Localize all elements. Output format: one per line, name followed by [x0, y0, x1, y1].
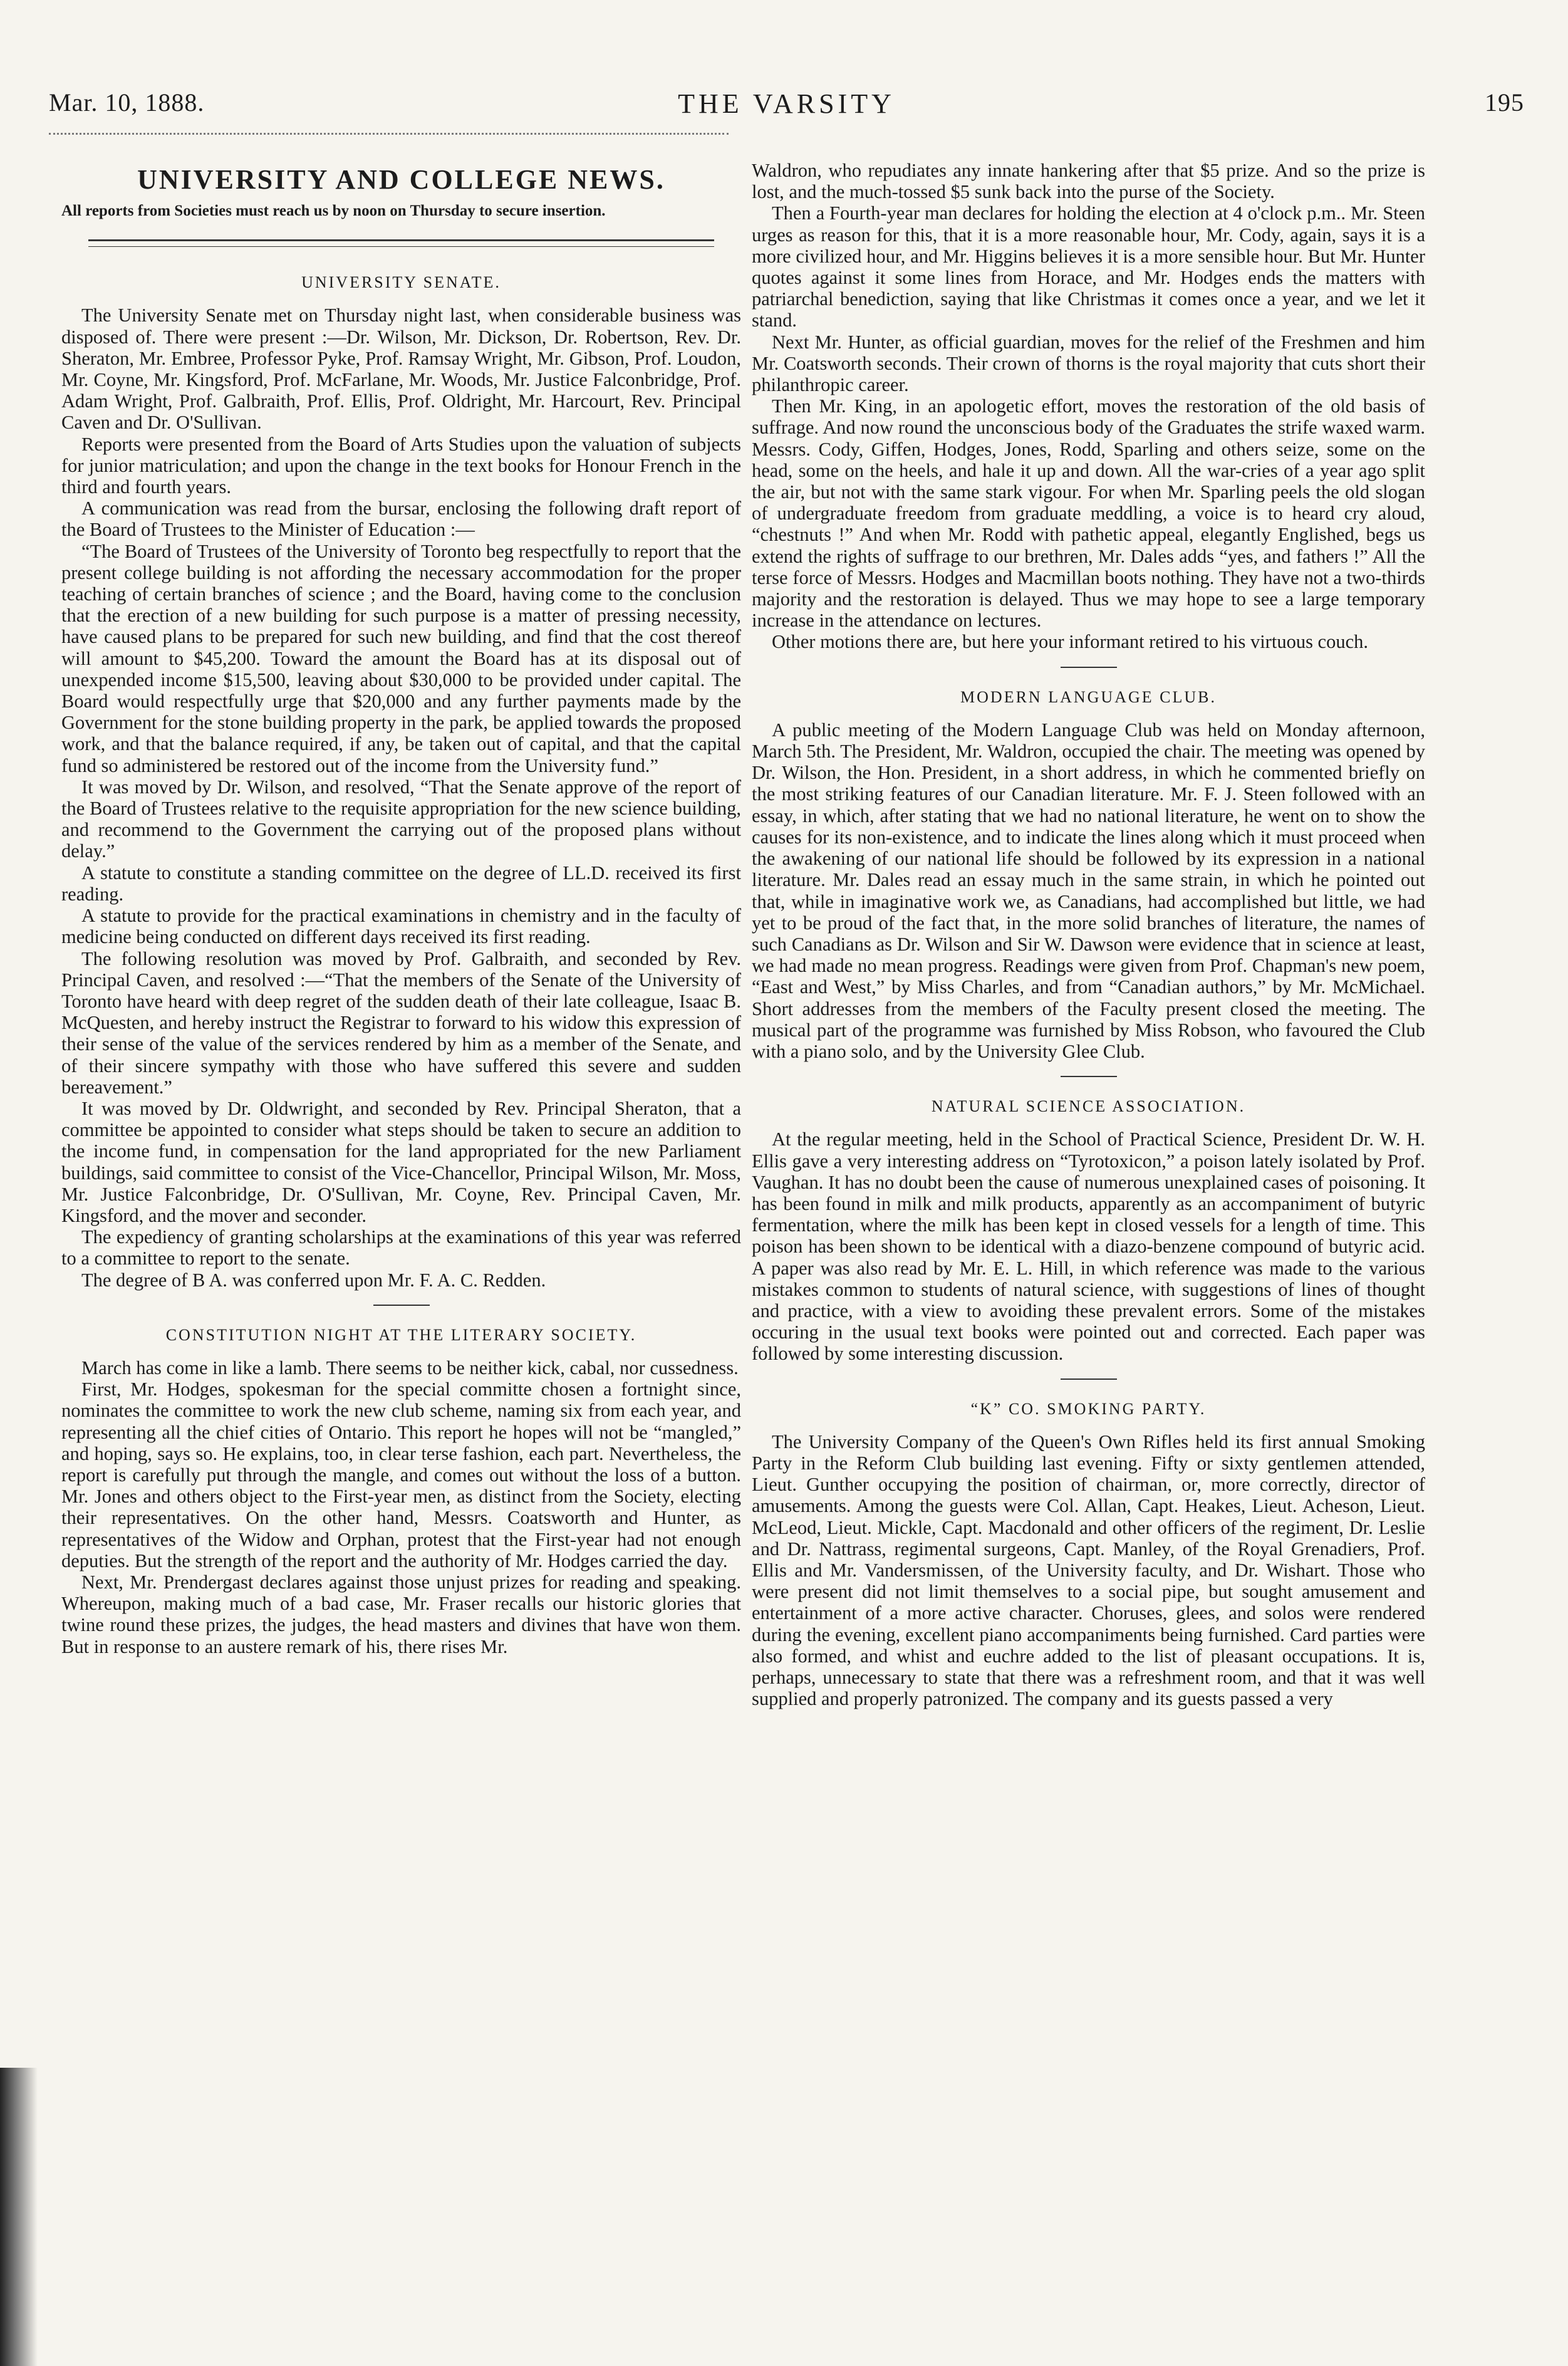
paragraph: The following resolution was moved by Prof. Galbraith, and seconded by Rev. Principal Caven, and resolved :—“That the members of the Senate of the University of Toronto have heard with deep regret of the sudden death of their late colleague, Isaac B. McQuesten, and hereby instruct the Registrar to forward to his widow this expression of their sense of the value of the services rendered by him as a member of the Senate, and of their sincere sympathy with those who have suffered this severe and sudden bereavement.”: [61, 947, 741, 1098]
modern-language-club-heading: MODERN LANGUAGE CLUB.: [960, 687, 1217, 706]
paragraph-continued: Waldron, who repudiates any innate hankering after that $5 prize. And so the prize is lost, and the much-tossed $5 sunk back into the purse of the Society.: [752, 160, 1425, 203]
paragraph: The expediency of granting scholarships at the examinations of this year was referred to a committee to report to the senate.: [61, 1226, 741, 1269]
paragraph: Then a Fourth-year man declares for holding the election at 4 o'clock p.m.. Mr. Steen urges as reason for this, that it is a more reasonable hour, Mr. Cody, again, says it is a more civilized hour, and Mr. Higgins believes it is a more sensible hour. But Mr. Hunter quotes against it some lines from Horace, and Mr. Hodges ends the matters with patriarchal benediction, saying that like Christmas it comes once a year, and we let it stand.: [752, 202, 1425, 331]
section-masthead: UNIVERSITY AND COLLEGE NEWS.: [137, 164, 665, 195]
section-divider: [1061, 1378, 1117, 1380]
submission-notice: All reports from Societies must reach us by noon on Thursday to secure insertion.: [61, 202, 606, 220]
paragraph: Then Mr. King, in an apologetic effort, moves the restoration of the old basis of suffrage. And now round the unconscious body of the Graduates the strife waxed warm. Messrs. Cody, Giffen, Hodges, Jones, Rodd, Sparling and others seize, some on the head, some on the heels, and hale it up and down. All the war-cries of a year ago split the air, but not with the same stark vigour. For when Mr. Sparling peels the old slogan of undergraduate freedom from graduate meddling, a voice is to heard cry aloud, “chestnuts !” And when Mr. Rodd with pathetic appeal, elegantly Englished, begs us extend the rights of suffrage to our brethren, Mr. Dales adds “yes, and fathers !” All the terse force of Messrs. Hodges and Macmillan boots nothing. They have not a two-thirds majority and the restoration is delayed. Thus we may hope to see a large temporary increase in the attendance on lectures.: [752, 395, 1425, 632]
paragraph: First, Mr. Hodges, spokesman for the special committe chosen a fortnight since, nominates the committee to work the new club scheme, naming six from each year, and representing all the chief cities of Ontario. This report he hopes will not be “mangled,” and hoping, says so. He explains, too, in clear terse fashion, each part. Nevertheless, the report is carefully put through the mangle, and comes out without the loss of a button. Mr. Jones and others object to the First-year men, as distinct from the Society, electing their representatives. On the other hand, Messrs. Coatsworth and Hunter, as representatives of the Widow and Orphan, protest that the First-year had not enough deputies. But the strength of the report and the authority of Mr. Hodges carried the day.: [61, 1378, 741, 1571]
section-divider: [1061, 1076, 1117, 1077]
header-dotted-rule: [49, 133, 729, 135]
paragraph: Other motions there are, but here your informant retired to his virtuous couch.: [772, 631, 1369, 653]
page-number: 195: [1485, 88, 1524, 117]
right-column: [752, 160, 1425, 1709]
page-edge-shadow: [0, 2068, 38, 2366]
left-column: [61, 158, 741, 1657]
paragraph: At the regular meeting, held in the School of Practical Science, President Dr. W. H. Ellis gave a very interesting address on “Tyrotoxicon,” a poison lately isolated by Prof. Vaughan. It has no doubt been the cause of numerous unexplained cases of poisoning. It has been found in milk and milk products, apparently as an accompaniment of butyric fermentation, where the milk has been kept in closed vessels for a length of time. This poison has been shown to be identical with a diazo-benzene compound of butyric acid. A paper was also read by Mr. E. L. Hill, in which reference was made to the various mistakes common to students of natural science, with suggestions of lines of thought and practice, with a view to avoiding these prevalent errors. Some of the mistakes occuring in the usual text books were pointed out and corrected. Each paper was followed by some interesting discussion.: [752, 1128, 1425, 1365]
paragraph: A public meeting of the Modern Language Club was held on Monday afternoon, March 5th. The President, Mr. Waldron, occupied the chair. The meeting was opened by Dr. Wilson, the Hon. President, in a short address, in which he commented briefly on the most striking features of our Canadian literature. Mr. F. J. Steen followed with an essay, in which, after stating that we had no national literature, he went on to show the causes for its non-existence, and to indicate the lines along which it must proceed when the awakening of our national life should be followed by its expression in a national literature. Mr. Dales read an essay much in the same strain, in which he pointed out that, while in imaginative work we, as Canadians, had accomplished but little, we had yet to be proud of the fact that, in the more solid branches of literature, the names of such Canadians as Dr. Wilson and Sir W. Dawson were evidence that in science at least, we had made no mean progress. Readings were given from Prof. Chapman's new poem, “East and West,” by Miss Charles, and from “Canadian authors,” by Mr. McMichael. Short addresses from the members of the Faculty present closed the meeting. The musical part of the programme was furnished by Miss Robson, who favoured the Club with a piano solo, and by the University Glee Club.: [752, 719, 1425, 1062]
smoking-party-heading: “K” CO. SMOKING PARTY.: [970, 1399, 1207, 1418]
paragraph: The degree of B A. was conferred upon Mr. F. A. C. Redden.: [81, 1269, 546, 1291]
masthead-rule: [88, 239, 714, 247]
natural-science-heading: NATURAL SCIENCE ASSOCIATION.: [931, 1097, 1246, 1116]
paragraph: Reports were presented from the Board of Arts Studies upon the valuation of subjects for junior matriculation; and upon the change in the text books for Honour French in the third and fourth years.: [61, 433, 741, 498]
paragraph: It was moved by Dr. Wilson, and resolved, “That the Senate approve of the report of the Board of Trustees relative to the requisite appropriation for the new science building, and recommend to the Government the carrying out of the proposed plans without delay.”: [61, 776, 741, 862]
running-head: [49, 88, 1524, 125]
paragraph: The University Senate met on Thursday night last, when considerable business was disposed of. There were present :—Dr. Wilson, Mr. Dickson, Dr. Robertson, Rev. Dr. Sheraton, Mr. Embree, Professor Pyke, Prof. Ramsay Wright, Mr. Gibson, Prof. Loudon, Mr. Coyne, Mr. Kingsford, Prof. McFarlane, Mr. Woods, Mr. Justice Falconbridge, Prof. Adam Wright, Prof. Galbraith, Prof. Ellis, Prof. Oldright, Mr. Harcourt, Rev. Principal Caven and Dr. O'Sullivan.: [61, 305, 741, 434]
paragraph: A statute to provide for the practical examinations in chemistry and in the faculty of medicine being conducted on different days received its first reading.: [61, 905, 741, 948]
publication-title: THE VARSITY: [678, 88, 895, 119]
paragraph: The University Company of the Queen's Own Rifles held its first annual Smoking Party in the Reform Club building last evening. Fifty or sixty gentlemen attended, Lieut. Gunther occupying the position of chairman, or, more correctly, director of amusements. Among the guests were Col. Allan, Capt. Heakes, Lieut. Acheson, Lieut. McLeod, Lieut. Mickle, Capt. Macdonald and other officers of the regiment, Dr. Leslie and Dr. Nattrass, regimental surgeons, Capt. Manley, of the Royal Grenadiers, Prof. Ellis and Mr. Vandersmissen, of the University faculty, and Dr. Wishart. Those who were present did not limit themselves to a social pipe, but sought amusement and entertainment of a more active character. Choruses, glees, and solos were rendered during the evening, excellent piano accompaniments being furnished. Card parties were also formed, and whist and euchre added to the list of pleasant occupations. It is, perhaps, unnecessary to state that there was a refreshment room, and that it was well supplied and properly patronized. The company and its guests passed a very: [752, 1431, 1425, 1710]
issue-date: Mar. 10, 1888.: [49, 88, 205, 117]
paragraph: “The Board of Trustees of the University of Toronto beg respectfully to report that the present college building is not affording the necessary accommodation for the proper teaching of certain branches of science ; and the Board, having come to the conclusion that the erection of a new building for such purpose is a matter of pressing necessity, have caused plans to be prepared for such new building, and find that the cost thereof will amount to $45,200. Toward the amount the Board has at its disposal out of unexpended income $15,500, leaving about $30,000 to be provided under capital. The Board would respectfully urge that $20,000 and any further payments made by the Government for the stone building property in the park, be applied towards the proposed work, and that the balance required, if any, be taken out of capital, and that the capital fund so administered be restored out of the income from the University fund.”: [61, 540, 741, 776]
paragraph: A communication was read from the bursar, enclosing the following draft report of the Board of Trustees to the Minister of Education :—: [61, 498, 741, 541]
paragraph: Next, Mr. Prendergast declares against those unjust prizes for reading and speaking. Whereupon, making much of a bad case, Mr. Fraser recalls our historic glories that twine round these prizes, the judges, the head masters and divines that have won them. But in response to an austere remark of his, there rises Mr.: [61, 1571, 741, 1657]
paragraph: A statute to constitute a standing committee on the degree of LL.D. received its first reading.: [61, 862, 741, 905]
section-divider: [373, 1305, 430, 1306]
paragraph: It was moved by Dr. Oldwright, and seconded by Rev. Principal Sheraton, that a committee be appointed to consider what steps should be taken to secure an addition to the income fund, in compensation for the land appropriated for the new Parliament buildings, said committee to consist of the Vice-Chancellor, Principal Wilson, Mr. Moss, Mr. Justice Falconbridge, Dr. O'Sullivan, Mr. Coyne, Rev. Principal Caven, Mr. Kingsford, and the mover and seconder.: [61, 1097, 741, 1226]
section-divider: [1061, 667, 1117, 668]
paragraph: March has come in like a lamb. There seems to be neither kick, cabal, nor cussedness.: [81, 1357, 739, 1378]
constitution-night-heading: CONSTITUTION NIGHT AT THE LITERARY SOCIETY.: [165, 1325, 637, 1344]
university-senate-heading: UNIVERSITY SENATE.: [301, 273, 501, 292]
paragraph: Next Mr. Hunter, as official guardian, moves for the relief of the Freshmen and him Mr. Coatsworth seconds. Their crown of thorns is the royal majority that cuts short their philanthropic career.: [752, 331, 1425, 396]
